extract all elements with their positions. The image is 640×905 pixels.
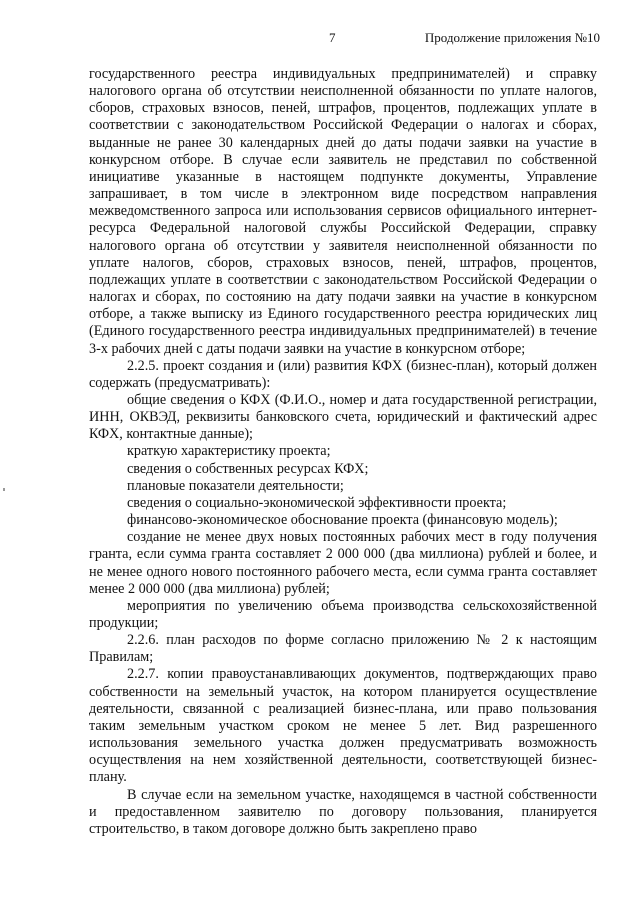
list-item-project-summary: краткую характеристику проекта; bbox=[127, 443, 331, 460]
list-item-planned-indicators: плановые показатели деятельности; bbox=[127, 477, 344, 494]
paragraph-private-land: В случае если на земельном участке, находящемся в частной собственности и предоставленном заявителю по договору пользования, планируется строительство, в таком договоре должно быть закреплено право bbox=[89, 786, 597, 837]
margin-mark bbox=[3, 488, 5, 491]
list-item-financial-model: финансово-экономическое обоснование проекта (финансовую модель); bbox=[127, 512, 558, 529]
paragraph-2-2-7: 2.2.7. копии правоустанавливающих документов, подтверждающих право собственности на земельный участок, на котором планируется осуществление деятельности, связанной с реализацией бизнес-плана, или право пользования таким земельным участком сроком не менее 5 лет. Вид разрешенного использования земельного участка должен предусматривать возможность осуществления на нем хозяйственной деятельности, соответствующей бизнес-плану. bbox=[89, 666, 597, 786]
list-item-production-measures: мероприятия по увеличению объема производства сельскохозяйственной продукции; bbox=[89, 597, 597, 631]
body-text bbox=[89, 66, 597, 838]
list-item-new-jobs: создание не менее двух новых постоянных рабочих мест в году получения гранта, если сумма гранта составляет 2 000 000 (два миллиона) рублей и более, и не менее одного нового постоянного рабочего места, если сумма гранта составляет менее 2 000 000 (два миллиона) рублей; bbox=[89, 529, 597, 597]
list-item-own-resources: сведения о собственных ресурсах КФХ; bbox=[127, 460, 369, 477]
paragraph-2-2-5: 2.2.5. проект создания и (или) развития КФХ (бизнес-план), который должен содержать (предусматривать): bbox=[89, 357, 597, 391]
paragraph-2-2-6: 2.2.6. план расходов по форме согласно приложению № 2 к настоящим Правилам; bbox=[89, 632, 597, 666]
running-title: Продолжение приложения №10 bbox=[424, 30, 600, 45]
list-item-general-info: общие сведения о КФХ (Ф.И.О., номер и дата государственной регистрации, ИНН, ОКВЭД, реквизиты банковского счета, юридический и фактический адрес КФХ, контактные данные); bbox=[89, 391, 597, 443]
list-item-socio-economic: сведения о социально-экономической эффективности проекта; bbox=[127, 494, 507, 511]
paragraph-continuation: государственного реестра индивидуальных предпринимателей) и справку налогового органа об отсутствии неисполненной обязанности по уплате налогов, сборов, страховых взносов, пеней, штрафов, процентов, подлежащих уплате в соответствии с законодательством Российской Федерации о налогах и сборах, выданные не ранее 30 календарных дней до даты подачи заявки на участие в конкурсном отборе. В случае если заявитель не представил по собственной инициативе указанные в настоящем подпункте документы, Управление запрашивает, в том числе в электронном виде посредством направления межведомственного запроса или использования сервисов официального интернет-ресурса Федеральной налоговой службы Российской Федерации, справку налогового органа об отсутствии у заявителя неисполненной обязанности по уплате налогов, сборов, страховых взносов, пеней, штрафов, процентов, подлежащих уплате в соответствии с законодательством Российской Федерации о налогах и сборах, по состоянию на дату подачи заявки на участие в конкурсном отборе, а также выписку из Единого государственного реестра юридических лиц (Единого государственного реестра индивидуальных предпринимателей) в течение 3-х рабочих дней с даты подачи заявки на участие в конкурсном отборе; bbox=[89, 66, 597, 357]
page-number: 7 bbox=[329, 30, 336, 45]
